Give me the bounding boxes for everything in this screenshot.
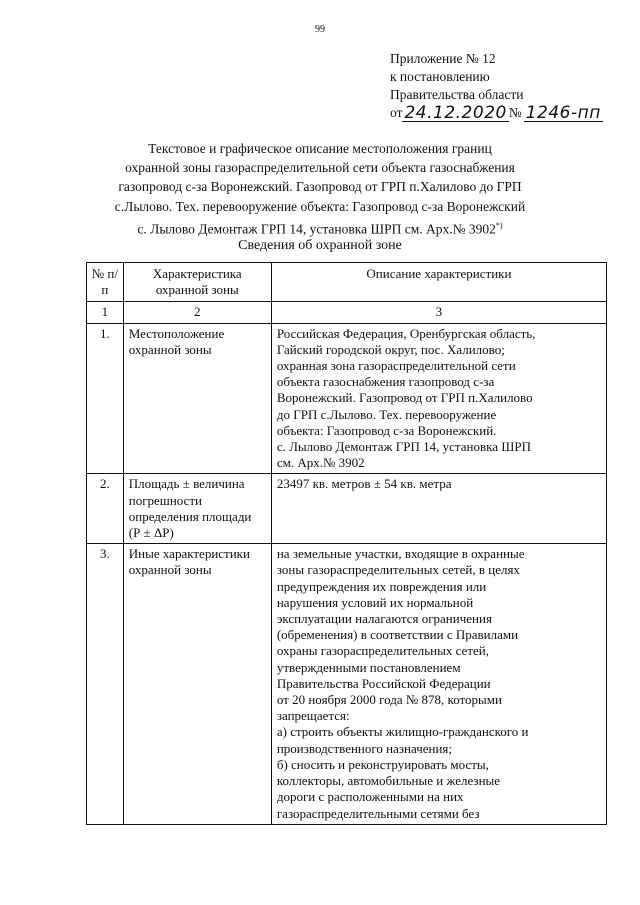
description-line: см. Арх.№ 3902 bbox=[276, 455, 365, 471]
description-line: на земельные участки, входящие в охранные bbox=[276, 546, 525, 562]
table-numbering-row bbox=[87, 302, 607, 323]
description-line: Российская Федерация, Оренбургская область, bbox=[276, 325, 536, 341]
title-line-1: Текстовое и графическое описание местоположения границ bbox=[148, 141, 492, 156]
table-header-row bbox=[87, 263, 607, 302]
decree-date: 24.12.2020 bbox=[404, 103, 507, 123]
title-line-3: газопровод с-за Воронежский. Газопровод от ГРП п.Халилово до ГРП bbox=[118, 179, 522, 195]
title-line-2: охранной зоны газораспределительной сети объекта газоснабжения bbox=[125, 160, 515, 176]
description-line: коллекторы, автомобильные и железные bbox=[276, 773, 501, 789]
description-line: Правительства Российской Федерации bbox=[276, 675, 491, 691]
from-label: от bbox=[390, 105, 403, 120]
description-line: дороги с расположенными на них bbox=[276, 789, 464, 805]
description-line: нарушения условий их нормальной bbox=[276, 594, 474, 610]
row-number: 1. bbox=[87, 323, 124, 474]
row-description bbox=[271, 474, 606, 544]
row-number: 2. bbox=[87, 474, 124, 544]
row-characteristic: Иные характеристики охранной зоны bbox=[123, 544, 271, 824]
description-line: утвержденными постановлением bbox=[276, 659, 461, 675]
description-line: 23497 кв. метров ± 54 кв. метра bbox=[276, 476, 452, 492]
title-line-4: с.Лылово. Тех. перевооружение объекта: Газопровод с-за Воронежский bbox=[114, 198, 526, 214]
appendix-line-3: Правительства области bbox=[390, 87, 524, 102]
footnote-mark: *) bbox=[495, 220, 503, 230]
description-line: охранная зона газораспределительной сети bbox=[276, 358, 516, 374]
description-line: от 20 ноября 2000 года № 878, которыми bbox=[276, 692, 502, 708]
column-number-1: 1 bbox=[87, 302, 124, 323]
header-characteristic: Характеристика охранной зоны bbox=[123, 263, 271, 302]
header-description: Описание характеристики bbox=[271, 263, 606, 302]
column-number-2: 2 bbox=[123, 302, 271, 323]
decree-date-number bbox=[390, 104, 630, 122]
document-title bbox=[100, 139, 540, 239]
row-description bbox=[271, 544, 606, 824]
row-description bbox=[271, 323, 606, 474]
table-row bbox=[87, 474, 607, 544]
column-number-3: 3 bbox=[271, 302, 606, 323]
number-label: № bbox=[508, 105, 522, 120]
description-line: с. Лылово Демонтаж ГРП 14, установка ШРП bbox=[276, 439, 532, 455]
header-number: № п/п bbox=[87, 263, 124, 302]
appendix-line-1: Приложение № 12 bbox=[390, 51, 496, 66]
description-line: до ГРП с.Лылово. Тех. перевооружение bbox=[276, 406, 497, 422]
description-line: производственного назначения; bbox=[276, 740, 453, 756]
page-number: 99 bbox=[315, 24, 325, 35]
row-characteristic: Площадь ± величина погрешности определения площади (Р ± ΔР) bbox=[123, 474, 271, 544]
title-line-5 bbox=[100, 216, 540, 239]
appendix-block bbox=[390, 50, 630, 122]
appendix-line-2: к постановлению bbox=[390, 69, 490, 84]
description-line: объекта: Газопровод с-за Воронежский. bbox=[276, 422, 497, 438]
section-subtitle: Сведения об охранной зоне bbox=[238, 238, 402, 253]
description-line: Воронежский. Газопровод от ГРП п.Халилово bbox=[276, 390, 533, 406]
description-line: Гайский городской округ, пос. Халилово; bbox=[276, 341, 505, 357]
row-number: 3. bbox=[87, 544, 124, 824]
protection-zone-table bbox=[86, 262, 607, 825]
description-line: эксплуатации налагаются ограничения bbox=[276, 611, 492, 627]
decree-number: 1246-пп bbox=[525, 103, 601, 123]
description-line: а) строить объекты жилищно-гражданского и bbox=[276, 724, 529, 740]
description-line: объекта газоснабжения газопровод с-за bbox=[276, 374, 495, 390]
description-line: охраны газораспределительных сетей, bbox=[276, 643, 489, 659]
description-line: запрещается: bbox=[276, 708, 350, 724]
description-line: предупреждения их повреждения или bbox=[276, 578, 487, 594]
description-line: газораспределительными сетями без bbox=[276, 805, 480, 821]
row-characteristic: Местоположение охранной зоны bbox=[123, 323, 271, 474]
title-line-5-text: с. Лылово Демонтаж ГРП 14, установка ШРП см. Арх.№ 3902 bbox=[137, 221, 496, 237]
description-line: б) сносить и реконструировать мосты, bbox=[276, 756, 489, 772]
description-line: (обременения) в соответствии с Правилами bbox=[276, 627, 519, 643]
description-line: зоны газораспределительных сетей, в целях bbox=[276, 562, 520, 578]
table-row bbox=[87, 544, 607, 824]
table-row bbox=[87, 323, 607, 474]
